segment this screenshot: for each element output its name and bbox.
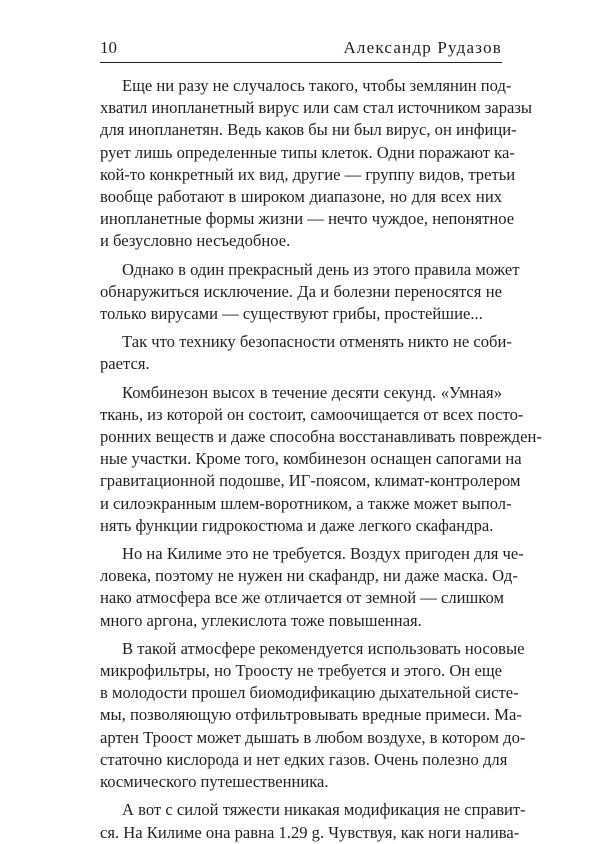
- text-line: обнаружиться исключение. Да и болезни переносятся не: [100, 281, 502, 301]
- text-line: и безусловно несъедобное.: [100, 231, 291, 251]
- paragraph: [100, 638, 526, 793]
- paragraph: [100, 331, 512, 375]
- text-line: микрофильтры, но Троосту не требуется и этого. Он еще: [100, 661, 502, 681]
- text-line: для инопланетян. Ведь каков бы ни был вирус, он инфици-: [100, 120, 517, 140]
- text-line: инопланетные формы жизни — нечто чуждое, непонятное: [100, 209, 515, 229]
- text-line: рует лишь определенные типы клеток. Одни поражают ка-: [100, 142, 515, 162]
- text-line: только вирусами — существуют грибы, простейшие...: [100, 304, 483, 324]
- header-rule: [100, 62, 502, 63]
- text-line: ткань, из которой он состоит, самоочищается от всех посто-: [100, 404, 524, 424]
- text-line: много аргона, углекислота тоже повышенная.: [100, 610, 422, 630]
- running-title-author: Александр Рудазов: [343, 38, 502, 57]
- page-header: [100, 38, 502, 62]
- text-line: нако атмосфера все же отличается от земной — слишком: [100, 588, 504, 608]
- paragraph: [100, 75, 533, 253]
- text-line: в молодости прошел биомодификацию дыхательной систе-: [100, 683, 519, 703]
- text-line: хватил инопланетный вирус или сам стал источником заразы: [100, 98, 533, 118]
- text-line: космического путешественника.: [100, 772, 329, 792]
- text-line: вообще работают в широком диапазоне, но для всех них: [100, 187, 502, 207]
- text-line: Но на Килиме это не требуется. Воздух пригоден для че-: [122, 544, 524, 564]
- text-line: В такой атмосфере рекомендуется использовать носовые: [122, 638, 525, 658]
- paragraph: [100, 259, 520, 326]
- text-line: Комбинезон высох в течение десяти секунд. «Умная»: [122, 382, 502, 402]
- text-line: А вот с силой тяжести никакая модификация не справит-: [122, 800, 526, 820]
- paragraph: [100, 799, 526, 843]
- text-line: и силоэкранным шлем-воротником, а также может выпол-: [100, 493, 512, 513]
- page-number: 10: [100, 38, 117, 57]
- text-line: Еще ни разу не случалось такого, чтобы землянин под-: [122, 76, 512, 95]
- text-line: ся. На Килиме она равна 1.29 g. Чувствуя, как ноги налива-: [100, 822, 520, 842]
- paragraph: [100, 543, 524, 632]
- text-line: ронних веществ и даже способна восстанавливать поврежден-: [100, 427, 542, 447]
- text-line: рается.: [100, 354, 150, 374]
- text-line: мы, позволяющую отфильтровывать вредные примеси. Ма-: [100, 705, 522, 725]
- text-line: нять функции гидрокостюма и даже легкого скафандра.: [100, 515, 494, 535]
- text-line: гравитационной подошве, ИГ-поясом, климат-контролером: [100, 471, 521, 491]
- text-line: кой-то конкретный их вид, другие — группу видов, третьи: [100, 164, 516, 184]
- text-line: Однако в один прекрасный день из этого правила может: [122, 259, 520, 279]
- body-text: [100, 75, 542, 844]
- paragraph: [100, 382, 542, 537]
- text-line: Так что технику безопасности отменять никто не соби-: [122, 332, 512, 352]
- text-line: статочно кислорода и нет едких газов. Очень полезно для: [100, 749, 508, 769]
- text-line: ные участки. Кроме того, комбинезон оснащен сапогами на: [100, 449, 522, 469]
- text-line: ловека, поэтому не нужен ни скафандр, ни даже маска. Од-: [100, 566, 518, 586]
- text-line: артен Троост может дышать в любом воздухе, в котором до-: [100, 727, 526, 747]
